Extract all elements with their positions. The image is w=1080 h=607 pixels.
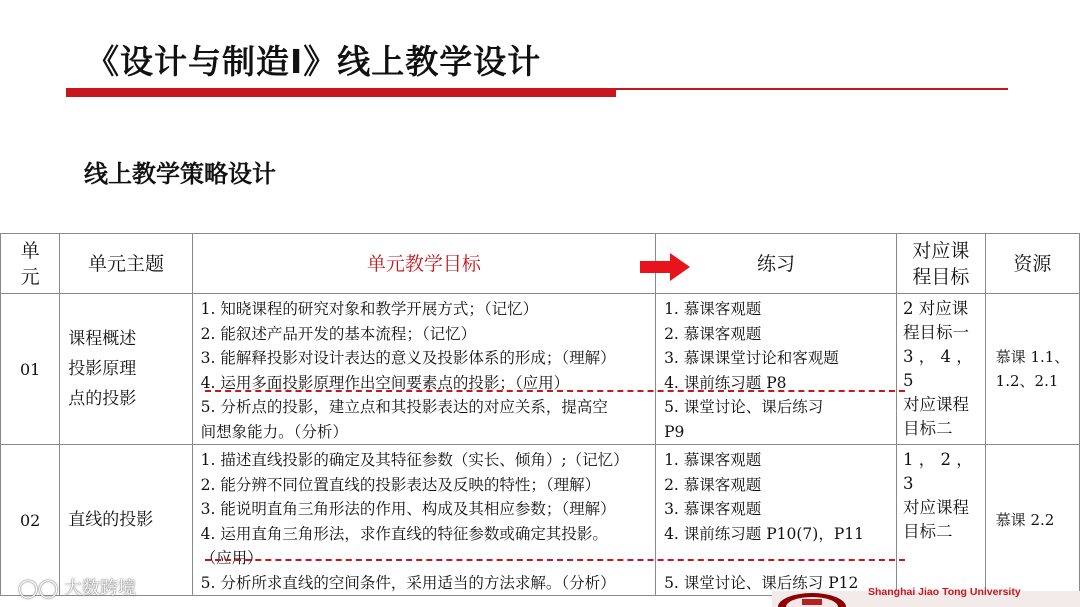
table-row	[1, 445, 1080, 596]
section-subtitle: 线上教学策略设计	[84, 160, 276, 188]
header-course-goal: 对应课 程目标	[897, 234, 986, 294]
right-arrow-icon	[640, 253, 690, 281]
unit-topic: 直线的投影	[60, 445, 192, 596]
header-practice: 练习	[656, 234, 897, 294]
university-name: Shanghai Jiao Tong University	[868, 586, 1021, 598]
unit-course-goal: 1 ， 2 ， 3 对应课程 目标二	[897, 445, 986, 596]
dashed-divider	[205, 559, 905, 561]
unit-resource: 慕课 1.1、 1.2、2.1	[985, 294, 1079, 445]
unit-practice: 1. 慕课客观题 2. 慕课客观题 3. 慕课课堂讨论和客观题 4. 课前练习题 P8 5. 课堂讨论、课后练习 P9	[656, 294, 897, 445]
header-unit: 单 元	[1, 234, 60, 294]
strategy-table	[0, 233, 1080, 596]
table-header-row	[1, 234, 1080, 294]
unit-topic: 课程概述 投影原理 点的投影	[60, 294, 192, 445]
header-resource: 资源	[985, 234, 1079, 294]
title-underline-thin	[616, 88, 1008, 90]
title-underline-thick	[66, 88, 616, 97]
watermark: ◯◯ 大数跨境	[18, 578, 137, 599]
unit-goals: 1. 描述直线投影的确定及其特征参数（实长、倾角）;（记忆） 2. 能分辨不同位置直线的投影表达及反映的特性；（理解） 3. 能说明直角三角形法的作用、构成及其相应参数；（理解） 4. 运用直角三角形法，求作直线的特征参数或确定其投影。 （应用） 5. 分析所求直线的空间条件，采用适当的方法求解。（分析）	[192, 445, 655, 596]
unit-course-goal: 2 对应课 程目标一 3 ， 4 ， 5 对应课程 目标二	[897, 294, 986, 445]
unit-resource: 慕课 2.2	[985, 445, 1079, 596]
table-row	[1, 294, 1080, 445]
unit-number: 01	[1, 294, 60, 445]
dashed-divider	[205, 390, 905, 392]
unit-number: 02	[1, 445, 60, 596]
unit-practice: 1. 慕课客观题 2. 慕课客观题 3. 慕课客观题 4. 课前练习题 P10(7)，P11 5. 课堂讨论、课后练习 P12	[656, 445, 897, 596]
page-title: 《设计与制造Ⅰ》线上教学设计	[86, 42, 542, 81]
unit-goals: 1. 知晓课程的研究对象和教学开展方式；（记忆） 2. 能叙述产品开发的基本流程；（记忆） 3. 能解释投影对设计表达的意义及投影体系的形成；（理解） 4. 运用多面投影原理作出空间要素点的投影；（应用） 5. 分析点的投影，建立点和其投影表达的对应关系，提高空 间想象能力。（分析）	[192, 294, 655, 445]
header-goals: 单元教学目标	[192, 234, 655, 294]
header-topic: 单元主题	[60, 234, 192, 294]
